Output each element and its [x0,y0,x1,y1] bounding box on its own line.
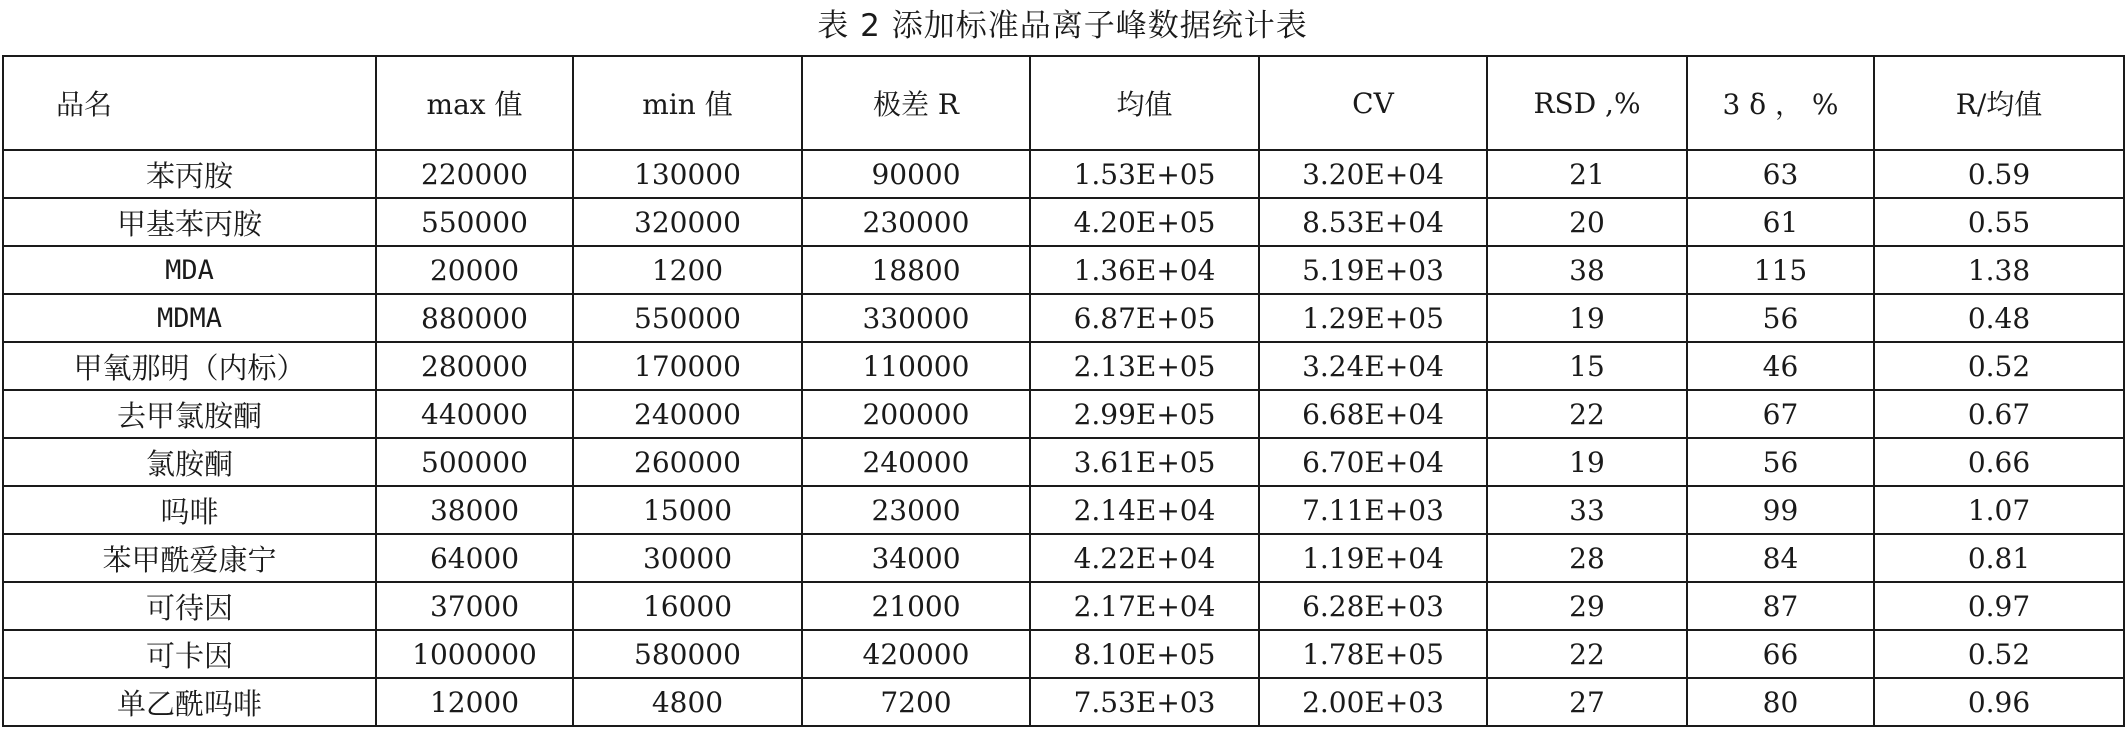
cell-cv: 7.11E+03 [1259,486,1487,534]
table-row [3,294,2124,342]
cell-rsd-percent: 20 [1487,198,1687,246]
cell-mean: 1.36E+04 [1030,246,1259,294]
cell-max-value: 280000 [376,342,573,390]
cell-rsd-percent: 27 [1487,678,1687,726]
cell-max-value: 220000 [376,150,573,198]
cell-cv: 5.19E+03 [1259,246,1487,294]
header-range-r: 极差 R [802,56,1030,150]
cell-mean: 2.99E+05 [1030,390,1259,438]
cell-product-name: 苯丙胺 [3,150,376,198]
cell-min-value: 4800 [573,678,802,726]
cell-mean: 7.53E+03 [1030,678,1259,726]
cell-min-value: 170000 [573,342,802,390]
cell-cv: 1.29E+05 [1259,294,1487,342]
cell-range-r: 21000 [802,582,1030,630]
table-row [3,390,2124,438]
cell-min-value: 130000 [573,150,802,198]
cell-min-value: 550000 [573,294,802,342]
header-three-delta-percent: 3 δ ， % [1687,56,1874,150]
cell-max-value: 550000 [376,198,573,246]
cell-mean: 4.22E+04 [1030,534,1259,582]
cell-product-name: 苯甲酰爱康宁 [3,534,376,582]
cell-mean: 2.17E+04 [1030,582,1259,630]
cell-range-r: 240000 [802,438,1030,486]
cell-cv: 3.24E+04 [1259,342,1487,390]
cell-r-over-mean: 0.96 [1874,678,2124,726]
cell-three-delta-percent: 99 [1687,486,1874,534]
table-row [3,246,2124,294]
cell-range-r: 330000 [802,294,1030,342]
cell-cv: 6.68E+04 [1259,390,1487,438]
table-row [3,534,2124,582]
cell-mean: 3.61E+05 [1030,438,1259,486]
cell-cv: 2.00E+03 [1259,678,1487,726]
cell-rsd-percent: 22 [1487,630,1687,678]
cell-mean: 8.10E+05 [1030,630,1259,678]
cell-r-over-mean: 0.52 [1874,342,2124,390]
header-min-value: min 值 [573,56,802,150]
cell-cv: 6.70E+04 [1259,438,1487,486]
cell-range-r: 90000 [802,150,1030,198]
header-rsd-percent: RSD ,% [1487,56,1687,150]
cell-rsd-percent: 38 [1487,246,1687,294]
table-row [3,438,2124,486]
cell-three-delta-percent: 87 [1687,582,1874,630]
cell-range-r: 420000 [802,630,1030,678]
cell-max-value: 440000 [376,390,573,438]
cell-rsd-percent: 29 [1487,582,1687,630]
cell-r-over-mean: 0.48 [1874,294,2124,342]
cell-mean: 1.53E+05 [1030,150,1259,198]
cell-cv: 8.53E+04 [1259,198,1487,246]
cell-min-value: 15000 [573,486,802,534]
cell-cv: 6.28E+03 [1259,582,1487,630]
cell-r-over-mean: 0.67 [1874,390,2124,438]
header-row [3,56,2124,150]
cell-cv: 1.19E+04 [1259,534,1487,582]
cell-cv: 1.78E+05 [1259,630,1487,678]
cell-product-name: 氯胺酮 [3,438,376,486]
cell-min-value: 580000 [573,630,802,678]
cell-max-value: 12000 [376,678,573,726]
cell-three-delta-percent: 63 [1687,150,1874,198]
cell-product-name: 可卡因 [3,630,376,678]
cell-product-name: MDA [3,246,376,294]
cell-three-delta-percent: 66 [1687,630,1874,678]
cell-min-value: 240000 [573,390,802,438]
cell-max-value: 38000 [376,486,573,534]
cell-product-name: MDMA [3,294,376,342]
header-mean: 均值 [1030,56,1259,150]
cell-mean: 2.13E+05 [1030,342,1259,390]
cell-r-over-mean: 0.55 [1874,198,2124,246]
cell-rsd-percent: 21 [1487,150,1687,198]
cell-mean: 4.20E+05 [1030,198,1259,246]
cell-three-delta-percent: 56 [1687,294,1874,342]
header-r-over-mean: R/均值 [1874,56,2124,150]
header-product-name: 品名 [3,56,376,150]
cell-max-value: 1000000 [376,630,573,678]
cell-product-name: 吗啡 [3,486,376,534]
cell-max-value: 500000 [376,438,573,486]
cell-r-over-mean: 0.52 [1874,630,2124,678]
cell-range-r: 200000 [802,390,1030,438]
cell-r-over-mean: 0.97 [1874,582,2124,630]
cell-range-r: 23000 [802,486,1030,534]
cell-r-over-mean: 1.38 [1874,246,2124,294]
cell-r-over-mean: 0.66 [1874,438,2124,486]
cell-rsd-percent: 19 [1487,294,1687,342]
cell-r-over-mean: 0.59 [1874,150,2124,198]
cell-three-delta-percent: 67 [1687,390,1874,438]
cell-mean: 2.14E+04 [1030,486,1259,534]
table-row [3,486,2124,534]
cell-range-r: 18800 [802,246,1030,294]
cell-min-value: 260000 [573,438,802,486]
cell-product-name: 可待因 [3,582,376,630]
ion-peak-statistics-table [2,55,2125,727]
cell-range-r: 34000 [802,534,1030,582]
cell-rsd-percent: 19 [1487,438,1687,486]
cell-max-value: 64000 [376,534,573,582]
header-max-value: max 值 [376,56,573,150]
cell-three-delta-percent: 80 [1687,678,1874,726]
cell-min-value: 16000 [573,582,802,630]
cell-rsd-percent: 15 [1487,342,1687,390]
cell-min-value: 30000 [573,534,802,582]
table-row [3,150,2124,198]
cell-cv: 3.20E+04 [1259,150,1487,198]
cell-rsd-percent: 22 [1487,390,1687,438]
cell-r-over-mean: 1.07 [1874,486,2124,534]
cell-product-name: 甲基苯丙胺 [3,198,376,246]
cell-rsd-percent: 28 [1487,534,1687,582]
table-row [3,342,2124,390]
cell-three-delta-percent: 46 [1687,342,1874,390]
table-caption: 表 2 添加标准品离子峰数据统计表 [817,8,1308,44]
cell-range-r: 230000 [802,198,1030,246]
table-row [3,582,2124,630]
cell-three-delta-percent: 115 [1687,246,1874,294]
table-body [3,150,2124,726]
cell-min-value: 1200 [573,246,802,294]
table-row [3,678,2124,726]
cell-max-value: 37000 [376,582,573,630]
cell-rsd-percent: 33 [1487,486,1687,534]
table-row [3,630,2124,678]
cell-product-name: 单乙酰吗啡 [3,678,376,726]
cell-range-r: 7200 [802,678,1030,726]
table-row [3,198,2124,246]
cell-max-value: 880000 [376,294,573,342]
cell-product-name: 去甲氯胺酮 [3,390,376,438]
cell-product-name: 甲氧那明（内标） [3,342,376,390]
cell-mean: 6.87E+05 [1030,294,1259,342]
cell-three-delta-percent: 84 [1687,534,1874,582]
cell-three-delta-percent: 61 [1687,198,1874,246]
header-cv: CV [1259,56,1487,150]
cell-range-r: 110000 [802,342,1030,390]
cell-r-over-mean: 0.81 [1874,534,2124,582]
cell-max-value: 20000 [376,246,573,294]
cell-three-delta-percent: 56 [1687,438,1874,486]
cell-min-value: 320000 [573,198,802,246]
